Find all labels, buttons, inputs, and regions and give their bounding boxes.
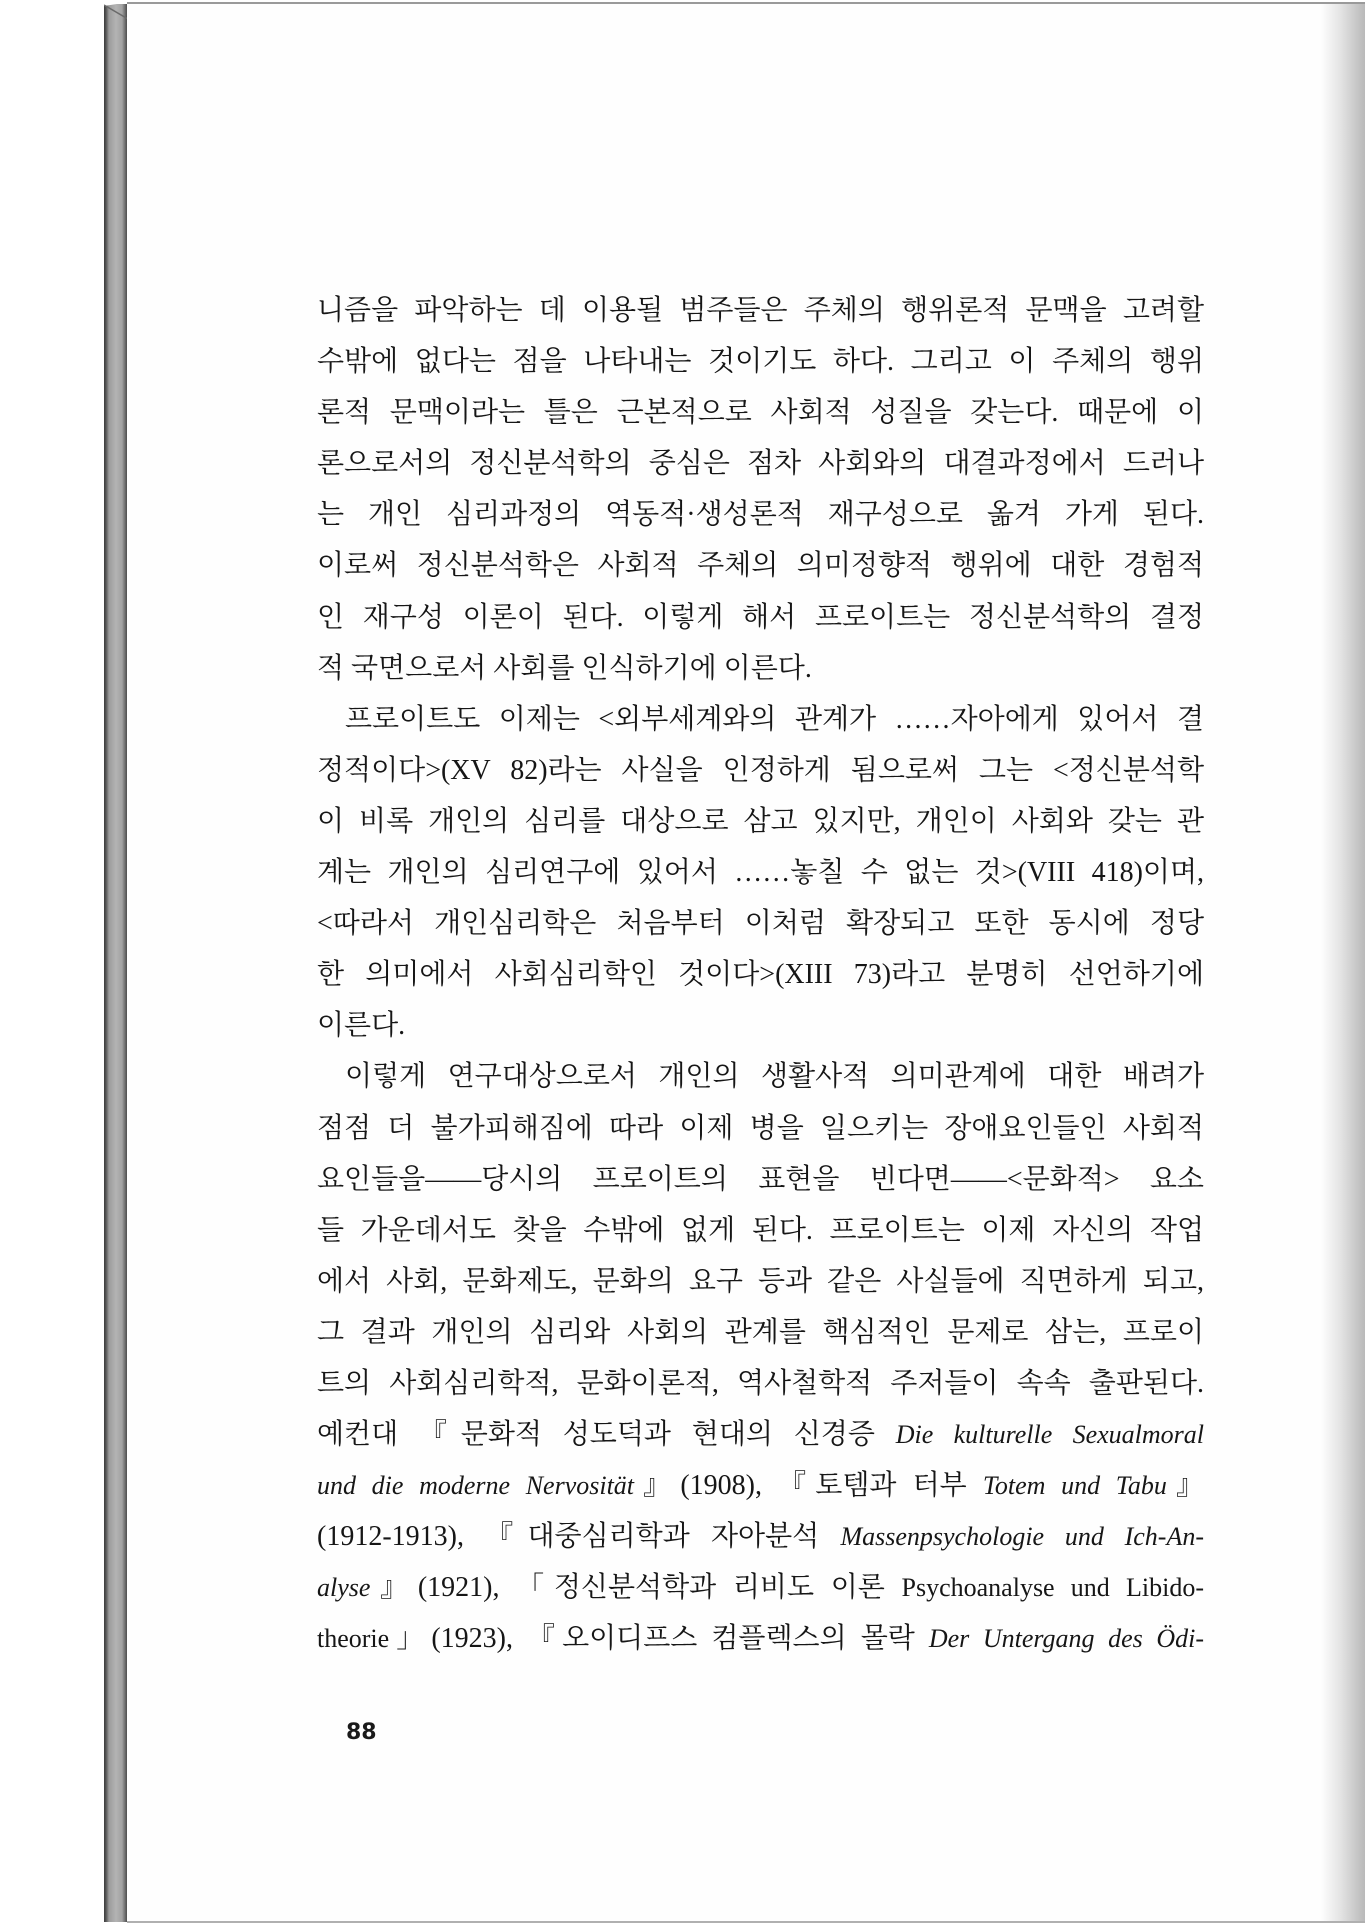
text-line: 프로이트도 이제는 <외부세계와의 관계가 ……자아에게 있어서 결 xyxy=(345,703,1204,735)
text-segment: 」(1923), 『오이디프스 컴플렉스의 몰락 xyxy=(389,1623,929,1655)
text-line: 수밖에 없다는 점을 나타내는 것이기도 하다. 그리고 이 주체의 행위 xyxy=(317,346,1204,378)
text-segment: 예컨대 『문화적 성도덕과 현대의 신경증 xyxy=(317,1419,896,1451)
german-title-segment: theorie xyxy=(317,1624,390,1654)
text-line: 니즘을 파악하는 데 이용될 범주들은 주체의 행위론적 문맥을 고려할 xyxy=(317,295,1204,326)
text-segment: 』 xyxy=(1166,1470,1204,1502)
text-line: 이렇게 연구대상으로서 개인의 생활사적 의미관계에 대한 배려가 xyxy=(345,1061,1204,1093)
text-line xyxy=(317,1460,1204,1511)
text-segment: (1912-1913), 『대중심리학과 자아분석 xyxy=(317,1521,841,1553)
text-line: 계는 개인의 심리연구에 있어서 ……놓칠 수 없는 것>(VIII 418)이며, xyxy=(317,857,1204,889)
german-title-segment: alyse xyxy=(317,1573,371,1603)
text-line: 는 개인 심리과정의 역동적·생성론적 재구성으로 옮겨 가게 된다. xyxy=(317,499,1204,531)
text-line: 트의 사회심리학적, 문화이론적, 역사철학적 주저들이 속속 출판된다. xyxy=(317,1367,1204,1399)
page-number: 88 xyxy=(346,1720,377,1745)
text-line: 들 가운데서도 찾을 수밖에 없게 된다. 프로이트는 이제 자신의 작업 xyxy=(317,1214,1204,1246)
paragraph xyxy=(317,285,1204,694)
text-line: 이 비록 개인의 심리를 대상으로 삼고 있지만, 개인이 사회와 갖는 관 xyxy=(317,805,1204,837)
german-title-segment: Psychoanalyse und Libido- xyxy=(901,1573,1204,1603)
german-title-segment: Totem und Tabu xyxy=(982,1471,1167,1501)
paragraph xyxy=(317,1051,1204,1664)
german-title-segment: Der Untergang des Ödi- xyxy=(928,1624,1204,1654)
text-line: 론적 문맥이라는 틀은 근본적으로 사회적 성질을 갖는다. 때문에 이 xyxy=(317,397,1204,429)
text-line: 이른다. xyxy=(317,1010,406,1042)
text-line xyxy=(317,1562,1204,1613)
paragraph xyxy=(317,694,1204,1052)
text-segment: 』(1908), 『토템과 터부 xyxy=(634,1470,983,1502)
german-title-segment: Massenpsychologie und Ich-An- xyxy=(840,1522,1204,1552)
text-line: 인 재구성 이론이 된다. 이렇게 해서 프로이트는 정신분석학의 결정 xyxy=(317,601,1204,633)
german-title-segment: und die moderne Nervosität xyxy=(317,1471,635,1501)
text-line: 정적이다>(XV 82)라는 사실을 인정하게 됨으로써 그는 <정신분석학 xyxy=(317,754,1204,786)
text-line xyxy=(317,1511,1204,1562)
text-line xyxy=(317,1613,1204,1664)
page-edge-shadow xyxy=(1321,4,1365,1921)
text-line: 이로써 정신분석학은 사회적 주체의 의미정향적 행위에 대한 경험적 xyxy=(317,550,1204,582)
text-line: 그 결과 개인의 심리와 사회의 관계를 핵심적인 문제로 삼는, 프로이 xyxy=(317,1316,1204,1348)
body-text xyxy=(317,285,1204,1665)
text-line: 한 의미에서 사회심리학인 것이다>(XIII 73)라고 분명히 선언하기에 xyxy=(317,959,1204,991)
page-stack-edge xyxy=(104,4,127,1922)
text-line: 론으로서의 정신분석학의 중심은 점차 사회와의 대결과정에서 드러나 xyxy=(317,448,1204,480)
text-segment: 』(1921), 「정신분석학과 리비도 이론 xyxy=(370,1572,902,1604)
german-title-segment: Die kulturelle Sexualmoral xyxy=(895,1420,1204,1450)
text-line: <따라서 개인심리학은 처음부터 이처럼 확장되고 또한 동시에 정당 xyxy=(317,908,1204,940)
text-line xyxy=(317,1409,1204,1460)
text-line: 에서 사회, 문화제도, 문화의 요구 등과 같은 사실들에 직면하게 되고, xyxy=(317,1265,1204,1297)
text-line: 요인들을——당시의 프로이트의 표현을 빈다면——<문화적> 요소 xyxy=(317,1163,1204,1195)
text-line: 적 국면으로서 사회를 인식하기에 이른다. xyxy=(317,652,812,684)
text-line: 점점 더 불가피해짐에 따라 이제 병을 일으키는 장애요인들인 사회적 xyxy=(317,1112,1204,1144)
